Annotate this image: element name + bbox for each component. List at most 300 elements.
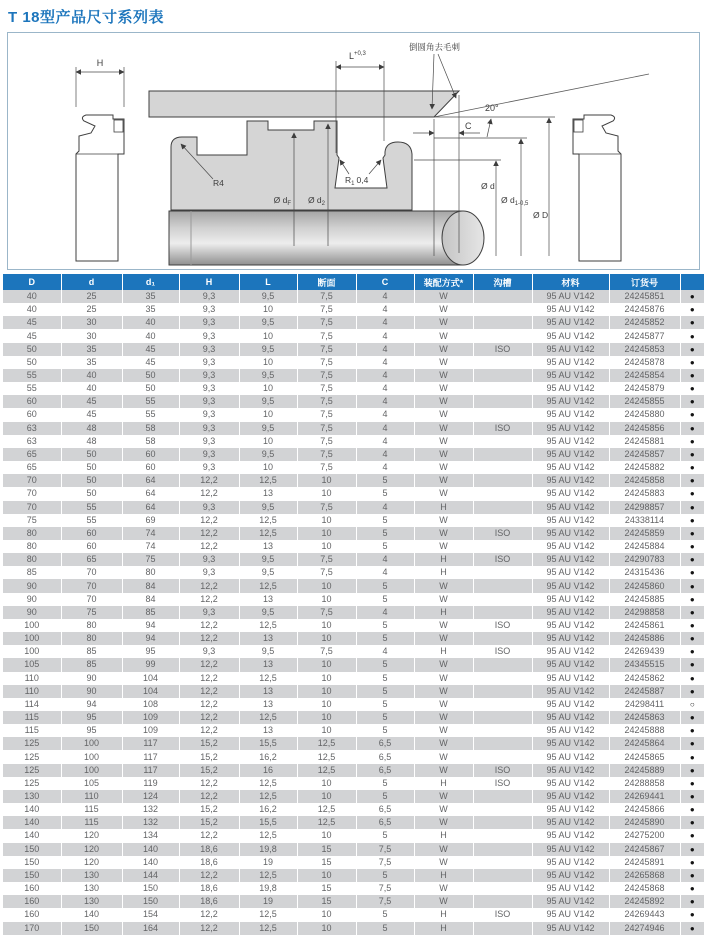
cell: 95 AU V142 — [532, 750, 609, 763]
cell: 9,3 — [179, 435, 239, 448]
cell: 55 — [3, 369, 61, 382]
cell: 5 — [356, 672, 414, 685]
column-header-3: H — [179, 274, 239, 290]
cell: 60 — [122, 461, 179, 474]
cell: 94 — [122, 619, 179, 632]
cell: 12,2 — [179, 632, 239, 645]
cell: 9,5 — [239, 290, 297, 303]
cell: 15,2 — [179, 816, 239, 829]
cell: H — [414, 501, 473, 514]
page-title: T 18型产品尺寸系列表 — [8, 9, 165, 26]
cell: 12,2 — [179, 829, 239, 842]
cell: 140 — [122, 843, 179, 856]
cell: W — [414, 764, 473, 777]
table-row — [3, 514, 704, 527]
cell: 4 — [356, 343, 414, 356]
cell: 12,5 — [239, 672, 297, 685]
cell: W — [414, 316, 473, 329]
cell: 12,5 — [239, 790, 297, 803]
availability-dot: ● — [689, 634, 695, 644]
cell: 58 — [122, 435, 179, 448]
cell: 24245877 — [609, 329, 680, 342]
cell: W — [414, 487, 473, 500]
cell: 16 — [239, 764, 297, 777]
cell: 18,6 — [179, 843, 239, 856]
table-row — [3, 632, 704, 645]
table-row — [3, 619, 704, 632]
cell: 80 — [61, 619, 122, 632]
cell: 15,5 — [239, 816, 297, 829]
cell: 25 — [61, 303, 122, 316]
cell: 70 — [3, 487, 61, 500]
cell: 24245868 — [609, 882, 680, 895]
cell: 5 — [356, 790, 414, 803]
cell: 95 AU V142 — [532, 579, 609, 592]
cell — [473, 882, 532, 895]
label-r4: R4 — [213, 178, 224, 188]
cell: W — [414, 843, 473, 856]
availability-dot: ● — [689, 818, 695, 828]
cell: W — [414, 790, 473, 803]
cell: 9,3 — [179, 316, 239, 329]
cell: 125 — [3, 750, 61, 763]
availability-dot: ● — [689, 660, 695, 670]
cell: 130 — [61, 895, 122, 908]
cell: 90 — [3, 579, 61, 592]
table-row — [3, 553, 704, 566]
cell: 9,5 — [239, 343, 297, 356]
cell: W — [414, 672, 473, 685]
cell: 24274946 — [609, 922, 680, 935]
cell: 10 — [297, 474, 356, 487]
cell — [473, 290, 532, 303]
cell: 9,3 — [179, 329, 239, 342]
cell: 150 — [3, 869, 61, 882]
cell: 12,5 — [239, 514, 297, 527]
cell: 75 — [61, 606, 122, 619]
cell: 95 AU V142 — [532, 356, 609, 369]
cell: 9,3 — [179, 303, 239, 316]
table-row — [3, 566, 704, 579]
cell: 18,6 — [179, 856, 239, 869]
cell: 160 — [3, 908, 61, 921]
cell: 24245853 — [609, 343, 680, 356]
cell: 12,2 — [179, 487, 239, 500]
cell: 24245889 — [609, 764, 680, 777]
cell: 10 — [297, 658, 356, 671]
cell — [473, 435, 532, 448]
cell: 35 — [61, 356, 122, 369]
table-row — [3, 816, 704, 829]
cell: 100 — [61, 764, 122, 777]
cell: 7,5 — [297, 369, 356, 382]
cell: 16,2 — [239, 803, 297, 816]
label-dF: Ø $d_F$ — [273, 195, 291, 207]
cell: 5 — [356, 619, 414, 632]
cell: 90 — [3, 606, 61, 619]
availability-dot: ● — [689, 397, 695, 407]
column-header-2: d₁ — [122, 274, 179, 290]
cell: 95 AU V142 — [532, 501, 609, 514]
availability-dot: ● — [689, 910, 695, 920]
cell: 24245859 — [609, 527, 680, 540]
cell: 12,2 — [179, 922, 239, 935]
cell: 84 — [122, 593, 179, 606]
cell: 24315436 — [609, 566, 680, 579]
cell: 45 — [61, 395, 122, 408]
cell: 90 — [3, 593, 61, 606]
cell: W — [414, 527, 473, 540]
cell: W — [414, 435, 473, 448]
cell: 95 AU V142 — [532, 474, 609, 487]
cell: 5 — [356, 487, 414, 500]
table-row — [3, 422, 704, 435]
cell: 150 — [3, 856, 61, 869]
cell: 95 AU V142 — [532, 316, 609, 329]
cell: 140 — [3, 803, 61, 816]
cell — [473, 395, 532, 408]
cell: 40 — [61, 369, 122, 382]
cell: 134 — [122, 829, 179, 842]
cell: 15 — [297, 895, 356, 908]
cell: 12,2 — [179, 724, 239, 737]
cell: 110 — [61, 790, 122, 803]
cell: 100 — [61, 737, 122, 750]
cell: 24245876 — [609, 303, 680, 316]
cell: 69 — [122, 514, 179, 527]
availability-dot: ● — [689, 647, 695, 657]
label-c-dim: C — [465, 121, 472, 131]
cell: 160 — [3, 882, 61, 895]
cell: 10 — [297, 593, 356, 606]
cell: 10 — [239, 408, 297, 421]
label-h-dim: H — [96, 58, 104, 68]
cell: H — [414, 908, 473, 921]
cell: 4 — [356, 395, 414, 408]
cell: 90 — [61, 685, 122, 698]
cell: 4 — [356, 566, 414, 579]
availability-dot: ● — [689, 371, 695, 381]
cell: 9,5 — [239, 645, 297, 658]
cell: 12,2 — [179, 579, 239, 592]
cell: 95 AU V142 — [532, 724, 609, 737]
cell: 9,3 — [179, 369, 239, 382]
table-row — [3, 672, 704, 685]
cell: 108 — [122, 698, 179, 711]
cell: 12,5 — [297, 816, 356, 829]
cell: 10 — [239, 382, 297, 395]
cell: 6,5 — [356, 737, 414, 750]
cell: 70 — [61, 579, 122, 592]
table-row — [3, 856, 704, 869]
availability-dot: ● — [689, 620, 695, 630]
cell — [473, 382, 532, 395]
availability-dot: ● — [689, 502, 695, 512]
cell: 154 — [122, 908, 179, 921]
cell: 24245863 — [609, 711, 680, 724]
cell: 115 — [3, 711, 61, 724]
cell: 75 — [3, 514, 61, 527]
availability-dot: ● — [689, 305, 695, 315]
cell: 19,8 — [239, 843, 297, 856]
cell: 12,5 — [239, 777, 297, 790]
cell: 140 — [3, 816, 61, 829]
cell: ISO — [473, 422, 532, 435]
cell: 30 — [61, 316, 122, 329]
cell: 12,2 — [179, 790, 239, 803]
cell: 24298857 — [609, 501, 680, 514]
cell: 10 — [239, 356, 297, 369]
cell: 13 — [239, 658, 297, 671]
cell: H — [414, 645, 473, 658]
cell: 15 — [297, 843, 356, 856]
table-row — [3, 501, 704, 514]
cell — [473, 685, 532, 698]
table-row — [3, 369, 704, 382]
cell: 13 — [239, 724, 297, 737]
availability-dot: ● — [689, 831, 695, 841]
cell: 15,2 — [179, 737, 239, 750]
cell: 95 AU V142 — [532, 329, 609, 342]
table-body — [3, 290, 704, 935]
cell: W — [414, 816, 473, 829]
cell: 9,3 — [179, 422, 239, 435]
cell: 7,5 — [297, 290, 356, 303]
cell: 6,5 — [356, 816, 414, 829]
cell: W — [414, 303, 473, 316]
cell: 115 — [61, 803, 122, 816]
cell: 12,2 — [179, 777, 239, 790]
cell: 160 — [3, 895, 61, 908]
cell: 24245892 — [609, 895, 680, 908]
cell: 24298411 — [609, 698, 680, 711]
cell: 114 — [3, 698, 61, 711]
cell: W — [414, 474, 473, 487]
cell: 144 — [122, 869, 179, 882]
cell: 19 — [239, 856, 297, 869]
cell: 95 AU V142 — [532, 369, 609, 382]
cell: 100 — [3, 645, 61, 658]
cell: 60 — [3, 408, 61, 421]
cell: 9,3 — [179, 501, 239, 514]
cell: 19,8 — [239, 882, 297, 895]
cell: 24245851 — [609, 290, 680, 303]
cell: 24269443 — [609, 908, 680, 921]
cell: 7,5 — [297, 645, 356, 658]
cell: 35 — [122, 290, 179, 303]
cell: 6,5 — [356, 803, 414, 816]
cell: 7,5 — [297, 382, 356, 395]
cell: 10 — [297, 527, 356, 540]
cell: 10 — [297, 777, 356, 790]
cell: 55 — [61, 501, 122, 514]
cell: W — [414, 382, 473, 395]
cell: 18,6 — [179, 882, 239, 895]
cell: 120 — [61, 856, 122, 869]
cell: 110 — [3, 685, 61, 698]
cell — [473, 843, 532, 856]
cell: 24245888 — [609, 724, 680, 737]
cell: W — [414, 619, 473, 632]
cell — [473, 895, 532, 908]
cell: 30 — [61, 329, 122, 342]
table-row — [3, 645, 704, 658]
cell: 125 — [3, 737, 61, 750]
availability-dot: ● — [689, 844, 695, 854]
cell — [473, 750, 532, 763]
r1-leaders — [340, 160, 381, 174]
cell — [473, 316, 532, 329]
cell: 15,2 — [179, 750, 239, 763]
seal-profile-left — [76, 115, 124, 261]
cell: 12,2 — [179, 514, 239, 527]
cell: 150 — [61, 922, 122, 935]
cell — [473, 540, 532, 553]
cell: 85 — [122, 606, 179, 619]
cell: 7,5 — [297, 501, 356, 514]
availability-dot: ● — [689, 673, 695, 683]
cell: 24245861 — [609, 619, 680, 632]
cell: 9,3 — [179, 606, 239, 619]
cell: 95 AU V142 — [532, 290, 609, 303]
cell: 24245882 — [609, 461, 680, 474]
cell: 95 AU V142 — [532, 829, 609, 842]
cell: W — [414, 422, 473, 435]
cell: 12,2 — [179, 540, 239, 553]
column-header-10: 订货号 — [609, 274, 680, 290]
cell: 80 — [122, 566, 179, 579]
cell: W — [414, 540, 473, 553]
cell: 95 AU V142 — [532, 606, 609, 619]
cell: 50 — [122, 382, 179, 395]
cell: 70 — [3, 501, 61, 514]
cell: 9,3 — [179, 343, 239, 356]
availability-dot: ● — [689, 292, 695, 302]
cell: 4 — [356, 448, 414, 461]
cell: 7,5 — [297, 606, 356, 619]
cell: 24245864 — [609, 737, 680, 750]
table-row — [3, 685, 704, 698]
cell: 10 — [297, 514, 356, 527]
seal-cross-section-drawing — [8, 33, 699, 269]
cell: 40 — [61, 382, 122, 395]
cell: 7,5 — [297, 303, 356, 316]
cell: ISO — [473, 553, 532, 566]
cell: 7,5 — [297, 422, 356, 435]
cell: 95 AU V142 — [532, 619, 609, 632]
cell: 95 AU V142 — [532, 448, 609, 461]
cell: 10 — [297, 685, 356, 698]
cell: 50 — [61, 487, 122, 500]
cell: 60 — [61, 540, 122, 553]
cell: 85 — [61, 645, 122, 658]
cell: 95 AU V142 — [532, 869, 609, 882]
cell: 104 — [122, 685, 179, 698]
cell: 95 AU V142 — [532, 632, 609, 645]
cell: 10 — [239, 303, 297, 316]
cell: 24245855 — [609, 395, 680, 408]
cell: 55 — [122, 408, 179, 421]
cell: 117 — [122, 764, 179, 777]
label-dia-d1: Ø $d_{1-0,5}$ — [501, 195, 529, 207]
cell: 7,5 — [297, 448, 356, 461]
cell: 150 — [3, 843, 61, 856]
cell: 19 — [239, 895, 297, 908]
cell: 63 — [3, 435, 61, 448]
cell: 95 AU V142 — [532, 461, 609, 474]
cell: 5 — [356, 698, 414, 711]
cell: 125 — [3, 764, 61, 777]
cell: W — [414, 724, 473, 737]
availability-dot: ● — [689, 594, 695, 604]
cell: 90 — [61, 672, 122, 685]
column-header-9: 材料 — [532, 274, 609, 290]
cell: 9,3 — [179, 553, 239, 566]
cell: H — [414, 606, 473, 619]
cell: 95 AU V142 — [532, 882, 609, 895]
cell: 94 — [122, 632, 179, 645]
cell: 24245887 — [609, 685, 680, 698]
cell: 65 — [61, 553, 122, 566]
cell: 63 — [3, 422, 61, 435]
availability-dot: ● — [689, 792, 695, 802]
cell: 115 — [61, 816, 122, 829]
availability-dot: ● — [689, 489, 695, 499]
cell: 4 — [356, 645, 414, 658]
cell: 50 — [61, 448, 122, 461]
cell: 4 — [356, 501, 414, 514]
cell: 4 — [356, 369, 414, 382]
cell: 10 — [297, 698, 356, 711]
availability-dot: ● — [689, 449, 695, 459]
cell: 70 — [3, 474, 61, 487]
cell: 4 — [356, 329, 414, 342]
cell: 24245854 — [609, 369, 680, 382]
cell: W — [414, 658, 473, 671]
cell: 85 — [61, 658, 122, 671]
availability-dot: ● — [689, 686, 695, 696]
table-row — [3, 606, 704, 619]
cell: 130 — [61, 882, 122, 895]
table-row — [3, 711, 704, 724]
cell: 7,5 — [297, 435, 356, 448]
cell: 50 — [3, 343, 61, 356]
table-row — [3, 843, 704, 856]
cell: 15 — [297, 882, 356, 895]
cell: H — [414, 777, 473, 790]
cell: 9,5 — [239, 395, 297, 408]
availability-dot: ● — [689, 897, 695, 907]
cell: W — [414, 895, 473, 908]
cell: 65 — [3, 448, 61, 461]
cell: 10 — [297, 487, 356, 500]
cell: 109 — [122, 711, 179, 724]
cell: 64 — [122, 474, 179, 487]
table-row — [3, 724, 704, 737]
cell: 95 AU V142 — [532, 711, 609, 724]
availability-dot: ● — [689, 765, 695, 775]
cell: 95 AU V142 — [532, 566, 609, 579]
cell: 45 — [122, 356, 179, 369]
cell — [473, 869, 532, 882]
cell: ISO — [473, 343, 532, 356]
availability-dot: ● — [689, 331, 695, 341]
cell: 80 — [3, 527, 61, 540]
cell: 12,2 — [179, 619, 239, 632]
availability-dot: ● — [689, 581, 695, 591]
cell — [473, 369, 532, 382]
availability-dot: ● — [689, 857, 695, 867]
